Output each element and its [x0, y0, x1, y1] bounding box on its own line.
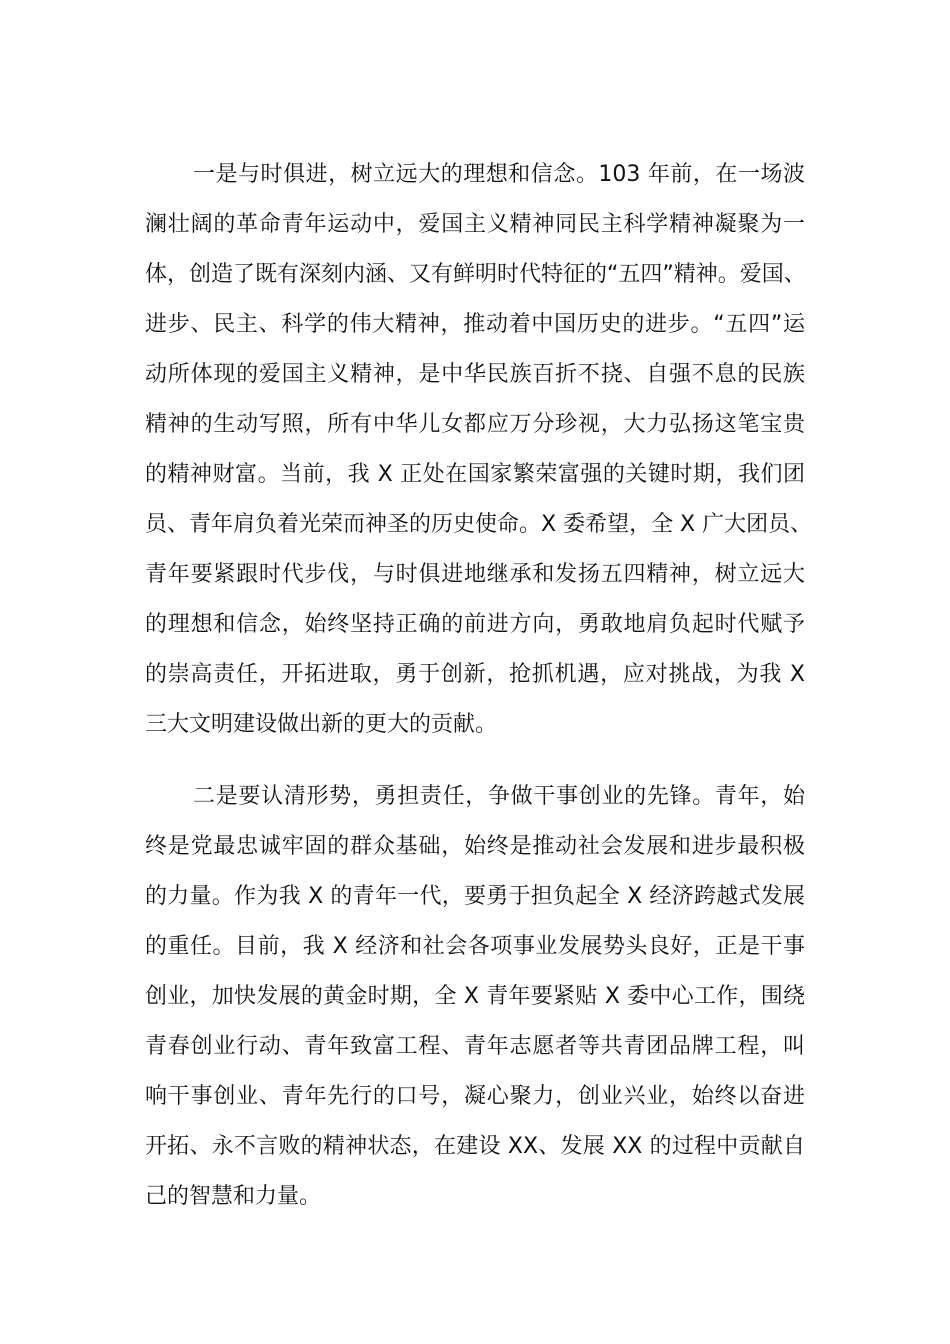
paragraph-line: 精神的生动写照，所有中华儿女都应万分珍视，大力弘扬这笔宝贵: [145, 412, 805, 437]
paragraph-line: 终是党最忠诚牢固的群众基础，始终是推动社会发展和进步最积极: [145, 834, 805, 859]
document-body: [145, 150, 813, 1222]
paragraph-line: 开拓、永不言败的精神状态，在建设 XX、发展 XX 的过程中贡献自: [145, 1134, 805, 1159]
paragraph-line: 三大文明建设做出新的更大的贡献。: [145, 712, 498, 737]
paragraph-line: 的崇高责任，开拓进取，勇于创新，抢抓机遇，应对挑战，为我 X: [145, 662, 805, 687]
paragraph-spacer: [145, 750, 805, 772]
paragraph-2: [145, 772, 805, 1222]
paragraph-line: 体，创造了既有深刻内涵、又有鲜明时代特征的“五四”精神。爱国、: [145, 262, 806, 287]
paragraph-line: 员、青年肩负着光荣而神圣的历史使命。X 委希望，全 X 广大团员、: [145, 512, 813, 537]
paragraph-1: [145, 150, 813, 750]
paragraph-line: 二是要认清形势，勇担责任，争做干事创业的先锋。青年，始: [193, 784, 805, 809]
paragraph-line: 动所体现的爱国主义精神，是中华民族百折不挠、自强不息的民族: [145, 362, 805, 387]
paragraph-line: 澜壮阔的革命青年运动中，爱国主义精神同民主科学精神凝聚为一: [145, 212, 805, 237]
paragraph-line: 创业，加快发展的黄金时期，全 X 青年要紧贴 X 委中心工作，围绕: [145, 984, 805, 1009]
paragraph-line: 青年要紧跟时代步伐，与时俱进地继承和发扬五四精神，树立远大: [145, 562, 805, 587]
paragraph-line: 青春创业行动、青年致富工程、青年志愿者等共青团品牌工程，叫: [145, 1034, 805, 1059]
paragraph-line: 一是与时俱进，树立远大的理想和信念。103 年前，在一场波: [193, 162, 805, 187]
paragraph-line: 的重任。目前，我 X 经济和社会各项事业发展势头良好，正是干事: [145, 934, 805, 959]
paragraph-line: 的理想和信念，始终坚持正确的前进方向，勇敢地肩负起时代赋予: [145, 612, 805, 637]
paragraph-line: 响干事创业、青年先行的口号，凝心聚力，创业兴业，始终以奋进: [145, 1084, 805, 1109]
paragraph-line: 进步、民主、科学的伟大精神，推动着中国历史的进步。“五四”运: [145, 312, 805, 337]
paragraph-line: 的力量。作为我 X 的青年一代，要勇于担负起全 X 经济跨越式发展: [145, 884, 805, 909]
paragraph-line: 己的智慧和力量。: [145, 1184, 322, 1209]
paragraph-line: 的精神财富。当前，我 X 正处在国家繁荣富强的关键时期，我们团: [145, 462, 805, 487]
